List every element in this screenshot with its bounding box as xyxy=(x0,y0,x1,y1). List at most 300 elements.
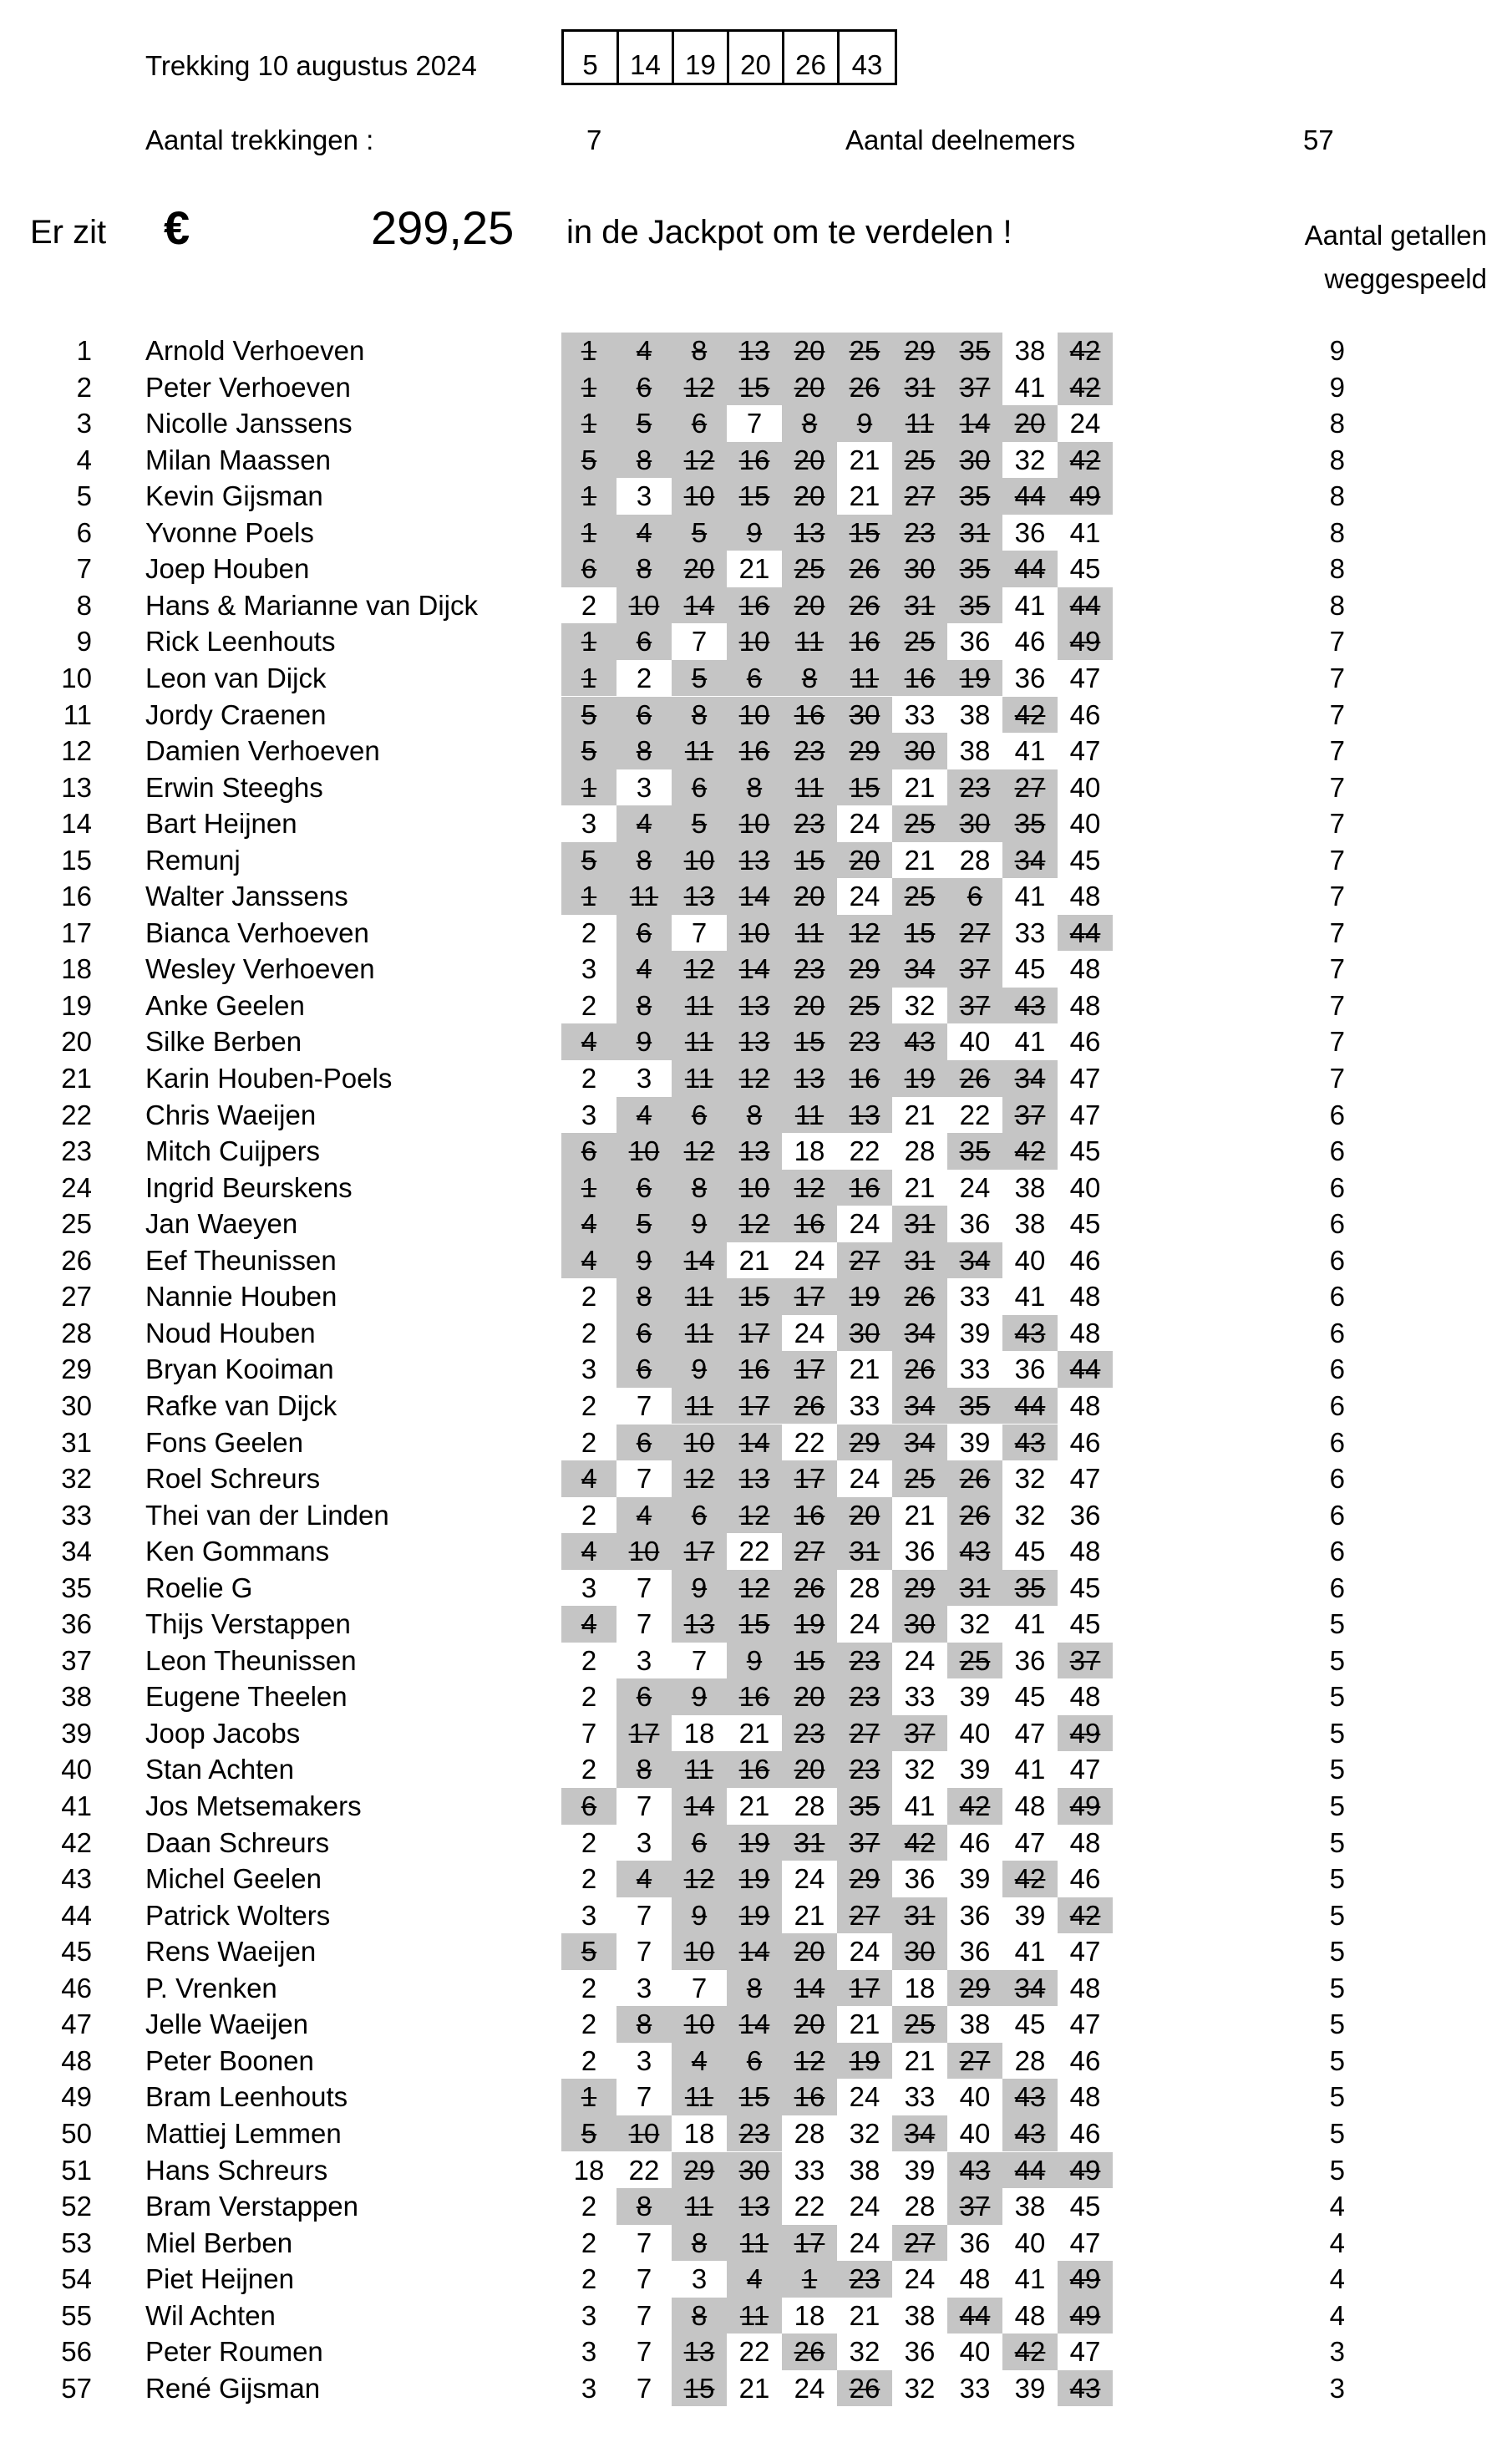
number-value: 2 xyxy=(581,1826,597,1858)
number-cell-struck xyxy=(837,1678,892,1715)
number-value: 38 xyxy=(1014,1208,1046,1240)
number-value: 44 xyxy=(1069,917,1101,948)
participant-name: Kevin Gijsman xyxy=(145,480,323,512)
number-cell-struck xyxy=(727,2225,782,2262)
number-value: 1 xyxy=(801,2263,818,2295)
number-value: 42 xyxy=(1069,444,1101,475)
number-value: 15 xyxy=(904,917,936,948)
number-cell-struck xyxy=(672,1388,727,1424)
number-value: 12 xyxy=(683,1463,715,1495)
number-value: 16 xyxy=(738,1681,770,1713)
number-cell xyxy=(892,1751,947,1788)
table-row xyxy=(0,1242,1512,1279)
number-cell-struck xyxy=(727,587,782,624)
number-cell-struck xyxy=(782,951,837,988)
table-row xyxy=(0,1678,1512,1715)
number-cell-struck xyxy=(672,1570,727,1607)
table-row xyxy=(0,1097,1512,1134)
number-value: 11 xyxy=(684,1281,714,1313)
number-value: 23 xyxy=(794,808,825,840)
number-value: 10 xyxy=(628,2117,660,2149)
number-value: 25 xyxy=(849,989,880,1021)
number-cell xyxy=(616,1460,672,1497)
number-value: 49 xyxy=(1069,1790,1101,1821)
number-cell-struck xyxy=(1002,1133,1058,1170)
number-value: 42 xyxy=(1014,698,1046,730)
number-value: 43 xyxy=(959,2154,991,2186)
number-value: 14 xyxy=(959,408,991,439)
number-cell-struck xyxy=(782,1351,837,1388)
number-cell-struck xyxy=(1002,1424,1058,1461)
number-cell-struck xyxy=(672,2225,727,2262)
number-cell xyxy=(1058,1170,1113,1206)
number-value: 40 xyxy=(959,2081,991,2113)
number-cell-struck xyxy=(616,369,672,406)
participant-name: Hans Schreurs xyxy=(145,2154,328,2186)
number-value: 10 xyxy=(683,480,715,512)
number-cell-struck xyxy=(616,842,672,879)
numbers-played-count: 7 xyxy=(1329,698,1345,730)
number-value: 12 xyxy=(738,1063,770,1094)
number-cell-struck xyxy=(782,1278,837,1315)
jackpot-text: in de Jackpot om te verdelen ! xyxy=(566,214,1012,251)
number-value: 11 xyxy=(794,1099,824,1130)
number-cell-struck xyxy=(892,1060,947,1097)
number-cell xyxy=(837,2188,892,2225)
table-row xyxy=(0,697,1512,734)
number-cell-struck xyxy=(782,442,837,479)
number-cell xyxy=(1058,1533,1113,1570)
number-cell xyxy=(1058,551,1113,587)
table-row xyxy=(0,1060,1512,1097)
number-value: 31 xyxy=(959,516,991,548)
row-rank: 42 xyxy=(61,1826,92,1858)
number-cell-struck xyxy=(672,333,727,369)
table-row xyxy=(0,333,1512,369)
numbers-played-count: 8 xyxy=(1329,589,1345,621)
number-value: 34 xyxy=(904,1317,936,1348)
number-cell-struck xyxy=(616,1533,672,1570)
number-value: 48 xyxy=(1014,1790,1046,1821)
table-row xyxy=(0,1424,1512,1461)
number-cell-struck xyxy=(727,805,782,842)
number-cell-struck xyxy=(947,951,1002,988)
number-value: 2 xyxy=(581,2227,597,2258)
number-value: 7 xyxy=(636,1389,652,1421)
number-cell-struck xyxy=(616,405,672,442)
participant-name: Daan Schreurs xyxy=(145,1826,330,1858)
number-cell xyxy=(1058,1388,1113,1424)
number-value: 30 xyxy=(904,1936,936,1968)
number-value: 5 xyxy=(581,698,597,730)
number-cell-struck xyxy=(616,988,672,1024)
number-value: 41 xyxy=(1014,371,1046,403)
number-cell-struck xyxy=(1058,587,1113,624)
participant-name: Thei van der Linden xyxy=(145,1499,389,1531)
table-row xyxy=(0,1933,1512,1970)
number-value: 19 xyxy=(738,1899,770,1931)
number-cell-struck xyxy=(616,915,672,952)
number-cell-struck xyxy=(1058,478,1113,515)
participant-name: Jan Waeyen xyxy=(145,1208,298,1240)
number-value: 4 xyxy=(581,1608,597,1640)
number-cell xyxy=(892,2261,947,2298)
number-value: 35 xyxy=(959,553,991,585)
number-value: 8 xyxy=(636,2191,652,2222)
row-rank: 25 xyxy=(61,1208,92,1240)
table-row xyxy=(0,842,1512,879)
number-value: 7 xyxy=(636,2372,652,2404)
number-cell-struck xyxy=(672,769,727,806)
number-value: 11 xyxy=(794,771,824,803)
number-cell-struck xyxy=(892,2006,947,2043)
number-value: 3 xyxy=(581,2372,597,2404)
number-cell-struck xyxy=(837,1643,892,1679)
number-cell-struck xyxy=(947,660,1002,697)
number-cell xyxy=(1002,587,1058,624)
number-value: 9 xyxy=(691,1208,708,1240)
number-cell-struck xyxy=(1002,697,1058,734)
number-value: 47 xyxy=(1014,1717,1046,1749)
number-cell-struck xyxy=(561,697,616,734)
number-cell-struck xyxy=(837,1424,892,1461)
number-cell-struck xyxy=(837,333,892,369)
number-value: 2 xyxy=(581,1281,597,1313)
number-value: 6 xyxy=(691,408,708,439)
number-cell-struck xyxy=(892,1424,947,1461)
row-rank: 17 xyxy=(61,917,92,948)
number-value: 13 xyxy=(738,2191,770,2222)
number-cell-struck xyxy=(672,1897,727,1934)
number-value: 1 xyxy=(581,516,597,548)
number-cell xyxy=(1058,878,1113,915)
number-cell xyxy=(561,1570,616,1607)
number-value: 15 xyxy=(738,371,770,403)
numbers-played-count: 8 xyxy=(1329,480,1345,512)
number-value: 6 xyxy=(581,1135,597,1167)
number-cell xyxy=(1002,1460,1058,1497)
number-value: 32 xyxy=(904,989,936,1021)
number-cell-struck xyxy=(672,660,727,697)
number-value: 4 xyxy=(636,1499,652,1531)
row-rank: 46 xyxy=(61,1972,92,2003)
number-value: 5 xyxy=(691,662,708,693)
numbers-played-count: 7 xyxy=(1329,989,1345,1021)
number-value: 48 xyxy=(1069,881,1101,912)
number-cell-struck xyxy=(947,2188,1002,2225)
number-cell-struck xyxy=(727,333,782,369)
number-value: 18 xyxy=(794,2299,825,2331)
number-cell xyxy=(782,2152,837,2189)
number-cell xyxy=(1058,988,1113,1024)
number-cell-struck xyxy=(672,1460,727,1497)
number-cell-struck xyxy=(782,1023,837,1060)
number-value: 7 xyxy=(691,1644,708,1676)
number-cell-struck xyxy=(616,333,672,369)
number-value: 12 xyxy=(683,953,715,985)
number-cell xyxy=(561,2370,616,2407)
number-cell xyxy=(561,951,616,988)
number-cell-struck xyxy=(947,369,1002,406)
number-cell-struck xyxy=(616,1206,672,1242)
numbers-played-count: 6 xyxy=(1329,1099,1345,1130)
number-value: 40 xyxy=(959,2117,991,2149)
number-value: 25 xyxy=(904,2008,936,2040)
number-value: 8 xyxy=(636,735,652,767)
number-value: 6 xyxy=(746,2044,763,2076)
number-cell-struck xyxy=(727,623,782,660)
number-value: 26 xyxy=(794,1572,825,1603)
number-cell-struck xyxy=(727,1460,782,1497)
number-value: 32 xyxy=(1014,1463,1046,1495)
number-cell xyxy=(782,2298,837,2334)
number-cell xyxy=(837,805,892,842)
number-cell xyxy=(1058,2043,1113,2080)
number-value: 26 xyxy=(849,589,880,621)
row-rank: 52 xyxy=(61,2191,92,2222)
table-row xyxy=(0,1388,1512,1424)
number-cell-struck xyxy=(1058,1351,1113,1388)
number-cell-struck xyxy=(892,2115,947,2152)
number-cell-struck xyxy=(672,1097,727,1134)
number-value: 45 xyxy=(1069,1208,1101,1240)
number-value: 40 xyxy=(1069,1171,1101,1203)
table-row xyxy=(0,1606,1512,1643)
number-cell-struck xyxy=(892,1715,947,1752)
number-cell-struck xyxy=(727,1023,782,1060)
number-value: 6 xyxy=(636,1426,652,1458)
row-rank: 15 xyxy=(61,844,92,876)
number-value: 37 xyxy=(1014,1099,1046,1130)
number-value: 14 xyxy=(683,589,715,621)
number-value: 28 xyxy=(959,844,991,876)
number-value: 9 xyxy=(636,1026,652,1058)
number-cell-struck xyxy=(672,1861,727,1897)
number-cell-struck xyxy=(782,1170,837,1206)
number-value: 26 xyxy=(849,553,880,585)
table-row xyxy=(0,551,1512,587)
number-value: 6 xyxy=(636,371,652,403)
number-cell xyxy=(672,2261,727,2298)
row-rank: 27 xyxy=(61,1281,92,1313)
number-value: 38 xyxy=(959,735,991,767)
number-value: 25 xyxy=(904,881,936,912)
number-cell-struck xyxy=(892,1897,947,1934)
number-cell xyxy=(616,1933,672,1970)
number-cell-struck xyxy=(561,1206,616,1242)
table-row xyxy=(0,2006,1512,2043)
number-value: 10 xyxy=(628,1135,660,1167)
number-value: 48 xyxy=(959,2263,991,2295)
number-value: 9 xyxy=(746,1644,763,1676)
number-cell xyxy=(1058,2225,1113,2262)
number-value: 8 xyxy=(801,662,818,693)
number-value: 3 xyxy=(581,1099,597,1130)
number-value: 10 xyxy=(738,698,770,730)
number-value: 35 xyxy=(959,589,991,621)
table-row xyxy=(0,1897,1512,1934)
participant-name: Mitch Cuijpers xyxy=(145,1135,321,1167)
number-value: 15 xyxy=(794,1026,825,1058)
number-cell xyxy=(1058,1678,1113,1715)
number-value: 4 xyxy=(636,953,652,985)
number-cell xyxy=(892,1497,947,1534)
number-cell-struck xyxy=(947,478,1002,515)
number-cell-struck xyxy=(672,1242,727,1279)
number-value: 6 xyxy=(636,1171,652,1203)
number-cell-struck xyxy=(672,951,727,988)
number-value: 11 xyxy=(684,1026,714,1058)
number-value: 45 xyxy=(1014,1681,1046,1713)
number-cell-struck xyxy=(892,951,947,988)
row-rank: 55 xyxy=(61,2299,92,2331)
table-row xyxy=(0,660,1512,697)
number-value: 36 xyxy=(959,1899,991,1931)
number-cell-struck xyxy=(892,1933,947,1970)
number-cell xyxy=(837,2225,892,2262)
number-cell-struck xyxy=(616,2188,672,2225)
draw-numbers-box xyxy=(561,29,897,85)
number-value: 2 xyxy=(581,1644,597,1676)
number-value: 35 xyxy=(959,1389,991,1421)
table-row xyxy=(0,1788,1512,1825)
participant-name: Peter Verhoeven xyxy=(145,371,351,403)
number-value: 22 xyxy=(794,1426,825,1458)
number-cell xyxy=(561,1715,616,1752)
number-cell-struck xyxy=(727,369,782,406)
number-value: 2 xyxy=(581,1426,597,1458)
number-value: 11 xyxy=(629,881,659,912)
number-value: 40 xyxy=(959,1026,991,1058)
number-cell xyxy=(616,2334,672,2370)
number-value: 49 xyxy=(1069,2263,1101,2295)
table-row xyxy=(0,2298,1512,2334)
number-cell xyxy=(1002,2043,1058,2080)
number-cell-struck xyxy=(947,988,1002,1024)
number-value: 30 xyxy=(738,2154,770,2186)
number-value: 11 xyxy=(684,1389,714,1421)
table-row xyxy=(0,988,1512,1024)
participant-name: Silke Berben xyxy=(145,1026,302,1058)
row-rank: 30 xyxy=(61,1389,92,1421)
number-value: 24 xyxy=(794,1863,825,1895)
number-cell xyxy=(1058,1206,1113,1242)
number-value: 36 xyxy=(904,1863,936,1895)
number-cell xyxy=(947,2225,1002,2262)
number-cell-struck xyxy=(782,333,837,369)
number-cell-struck xyxy=(1002,1570,1058,1607)
number-cell-struck xyxy=(782,1715,837,1752)
number-value: 12 xyxy=(794,2044,825,2076)
number-value: 15 xyxy=(849,516,880,548)
number-value: 34 xyxy=(904,1426,936,1458)
number-value: 45 xyxy=(1069,844,1101,876)
number-cell xyxy=(727,551,782,587)
numbers-played-count: 7 xyxy=(1329,771,1345,803)
table-row xyxy=(0,405,1512,442)
number-value: 22 xyxy=(794,2191,825,2222)
number-value: 11 xyxy=(684,2191,714,2222)
numbers-played-count: 4 xyxy=(1329,2227,1345,2258)
number-cell-struck xyxy=(561,369,616,406)
number-cell xyxy=(1002,1825,1058,1861)
number-cell-struck xyxy=(561,769,616,806)
number-cell-struck xyxy=(727,1861,782,1897)
number-value: 17 xyxy=(794,1463,825,1495)
numbers-played-count: 8 xyxy=(1329,408,1345,439)
number-value: 2 xyxy=(581,1499,597,1531)
number-value: 36 xyxy=(1014,1644,1046,1676)
number-cell-struck xyxy=(1058,1643,1113,1679)
number-value: 23 xyxy=(738,2117,770,2149)
number-value: 44 xyxy=(1014,553,1046,585)
number-value: 2 xyxy=(581,1681,597,1713)
number-value: 29 xyxy=(904,1572,936,1603)
number-value: 34 xyxy=(1014,844,1046,876)
row-rank: 47 xyxy=(61,2008,92,2040)
number-cell-struck xyxy=(616,805,672,842)
number-value: 32 xyxy=(959,1608,991,1640)
number-value: 33 xyxy=(849,1389,880,1421)
number-cell xyxy=(892,769,947,806)
number-cell xyxy=(892,2188,947,2225)
number-cell-struck xyxy=(782,2334,837,2370)
number-value: 17 xyxy=(849,1972,880,2003)
number-cell xyxy=(616,1788,672,1825)
table-row xyxy=(0,1460,1512,1497)
participant-name: Peter Roumen xyxy=(145,2336,323,2368)
number-value: 4 xyxy=(581,1026,597,1058)
number-cell-struck xyxy=(727,951,782,988)
row-rank: 7 xyxy=(76,553,92,585)
number-value: 2 xyxy=(581,2044,597,2076)
number-value: 20 xyxy=(794,335,825,366)
participant-name: Nannie Houben xyxy=(145,1281,337,1313)
number-cell xyxy=(672,1715,727,1752)
number-cell-struck xyxy=(727,1897,782,1934)
number-cell xyxy=(727,1715,782,1752)
number-value: 28 xyxy=(904,2191,936,2222)
number-cell-struck xyxy=(892,1278,947,1315)
number-value: 21 xyxy=(849,480,880,512)
number-cell-struck xyxy=(892,478,947,515)
number-cell-struck xyxy=(947,805,1002,842)
number-value: 16 xyxy=(849,1171,880,1203)
number-value: 44 xyxy=(1014,480,1046,512)
number-cell xyxy=(1058,2188,1113,2225)
number-cell-struck xyxy=(892,915,947,952)
number-cell xyxy=(1058,2079,1113,2115)
number-value: 15 xyxy=(849,771,880,803)
number-cell xyxy=(1058,515,1113,551)
table-row xyxy=(0,2079,1512,2115)
number-cell-struck xyxy=(616,1242,672,1279)
number-cell-struck xyxy=(727,733,782,769)
draw-number: 43 xyxy=(851,49,883,80)
number-cell-struck xyxy=(837,2370,892,2407)
table-row xyxy=(0,805,1512,842)
number-value: 25 xyxy=(959,1644,991,1676)
number-value: 7 xyxy=(636,1572,652,1603)
number-cell-struck xyxy=(837,1023,892,1060)
number-cell xyxy=(616,2079,672,2115)
number-cell-struck xyxy=(672,2188,727,2225)
number-cell-struck xyxy=(672,878,727,915)
number-cell xyxy=(1058,1424,1113,1461)
number-value: 47 xyxy=(1069,2336,1101,2368)
number-value: 28 xyxy=(1014,2044,1046,2076)
number-value: 4 xyxy=(636,516,652,548)
